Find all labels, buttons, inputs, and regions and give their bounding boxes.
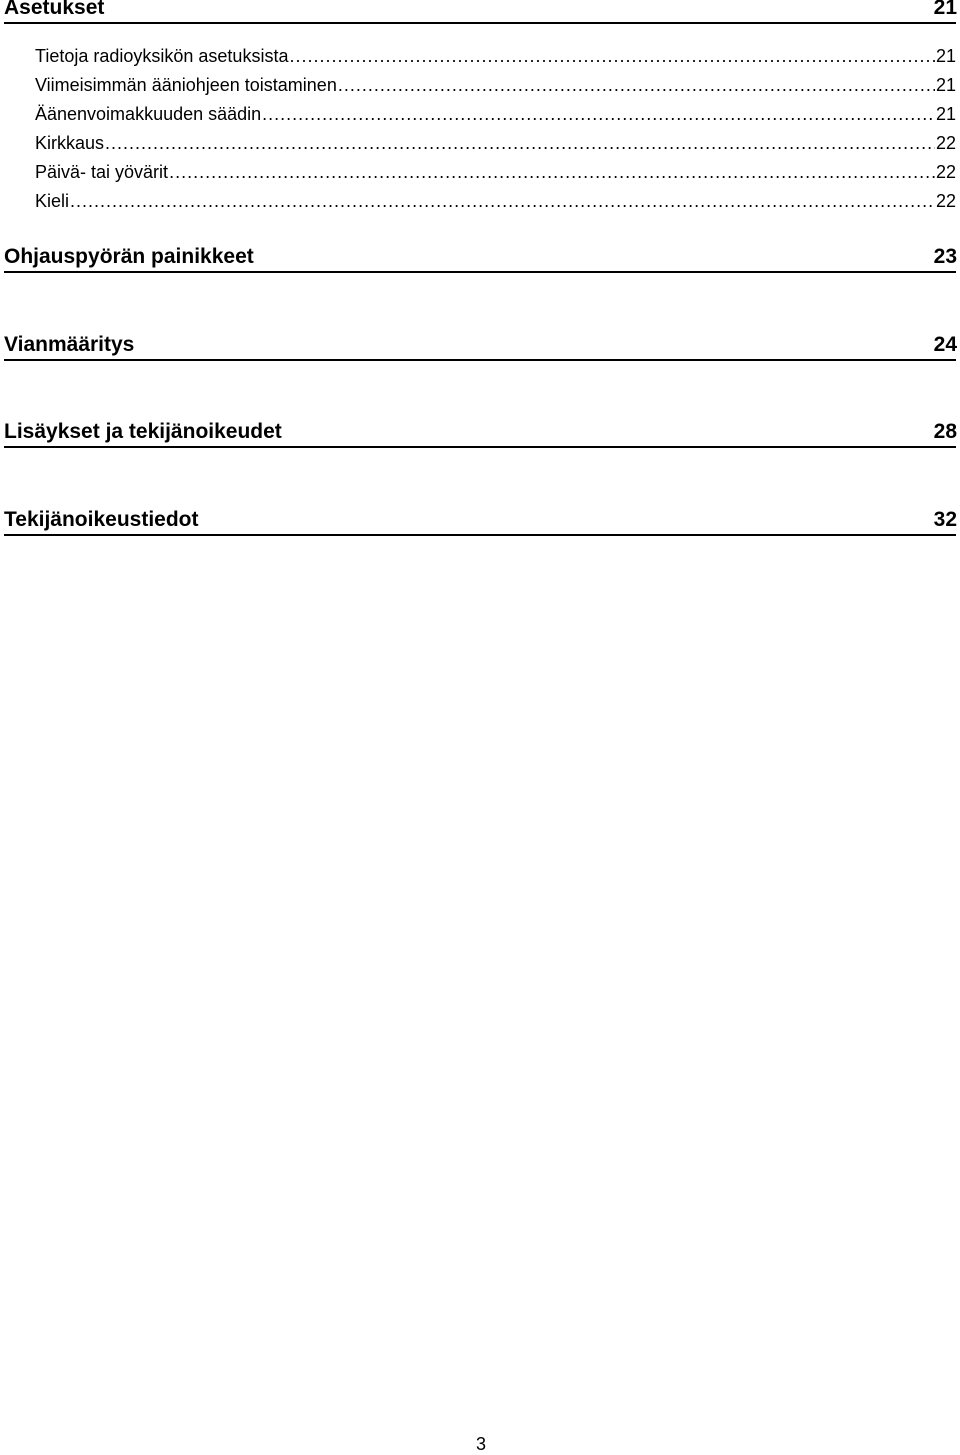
toc-section-tekijanoikeustiedot[interactable] [4,508,956,536]
entry-page-number: 22 [935,133,956,153]
section-page-number: 21 [933,0,957,19]
section-page-number: 24 [933,333,957,356]
entry-label: Viimeisimmän ääniohjeen toistaminen [35,75,337,95]
dot-leader [338,71,935,100]
entry-label: Äänenvoimakkuuden säädin [35,104,262,124]
entry-page-number: 21 [935,75,956,95]
dot-leader [262,100,935,129]
toc-section-ohjauspyoran-painikkeet[interactable] [4,245,956,273]
toc-entry[interactable] [35,158,956,187]
section-page-number: 23 [933,245,957,268]
entry-page-number: 21 [935,46,956,66]
entry-label: Kirkkaus [35,133,105,153]
dot-leader [289,42,935,71]
toc-section-asetukset[interactable] [4,0,956,24]
toc-entry[interactable] [35,129,956,158]
section-page-number: 32 [933,508,957,531]
entry-label: Tietoja radioyksikön asetuksista [35,46,289,66]
section-title: Vianmääritys [4,333,135,356]
dot-leader [169,158,935,187]
entry-page-number: 22 [935,162,956,182]
toc-section-vianmaaritys[interactable] [4,333,956,361]
section-title: Tekijänoikeustiedot [4,508,199,531]
toc-section-lisaykset[interactable] [4,420,956,448]
toc-entry[interactable] [35,187,956,216]
toc-entry[interactable] [35,100,956,129]
section-page-number: 28 [933,420,957,443]
section-title: Ohjauspyörän painikkeet [4,245,254,268]
section-title: Lisäykset ja tekijänoikeudet [4,420,282,443]
entry-page-number: 21 [935,104,956,124]
dot-leader [105,129,935,158]
dot-leader [70,187,935,216]
entry-label: Päivä- tai yövärit [35,162,169,182]
entry-label: Kieli [35,191,70,211]
toc-entry[interactable] [35,71,956,100]
entry-page-number: 22 [935,191,956,211]
section-title: Asetukset [4,0,105,19]
page-number: 3 [475,1434,486,1454]
toc-subentries [35,42,956,216]
toc-entry[interactable] [35,42,956,71]
